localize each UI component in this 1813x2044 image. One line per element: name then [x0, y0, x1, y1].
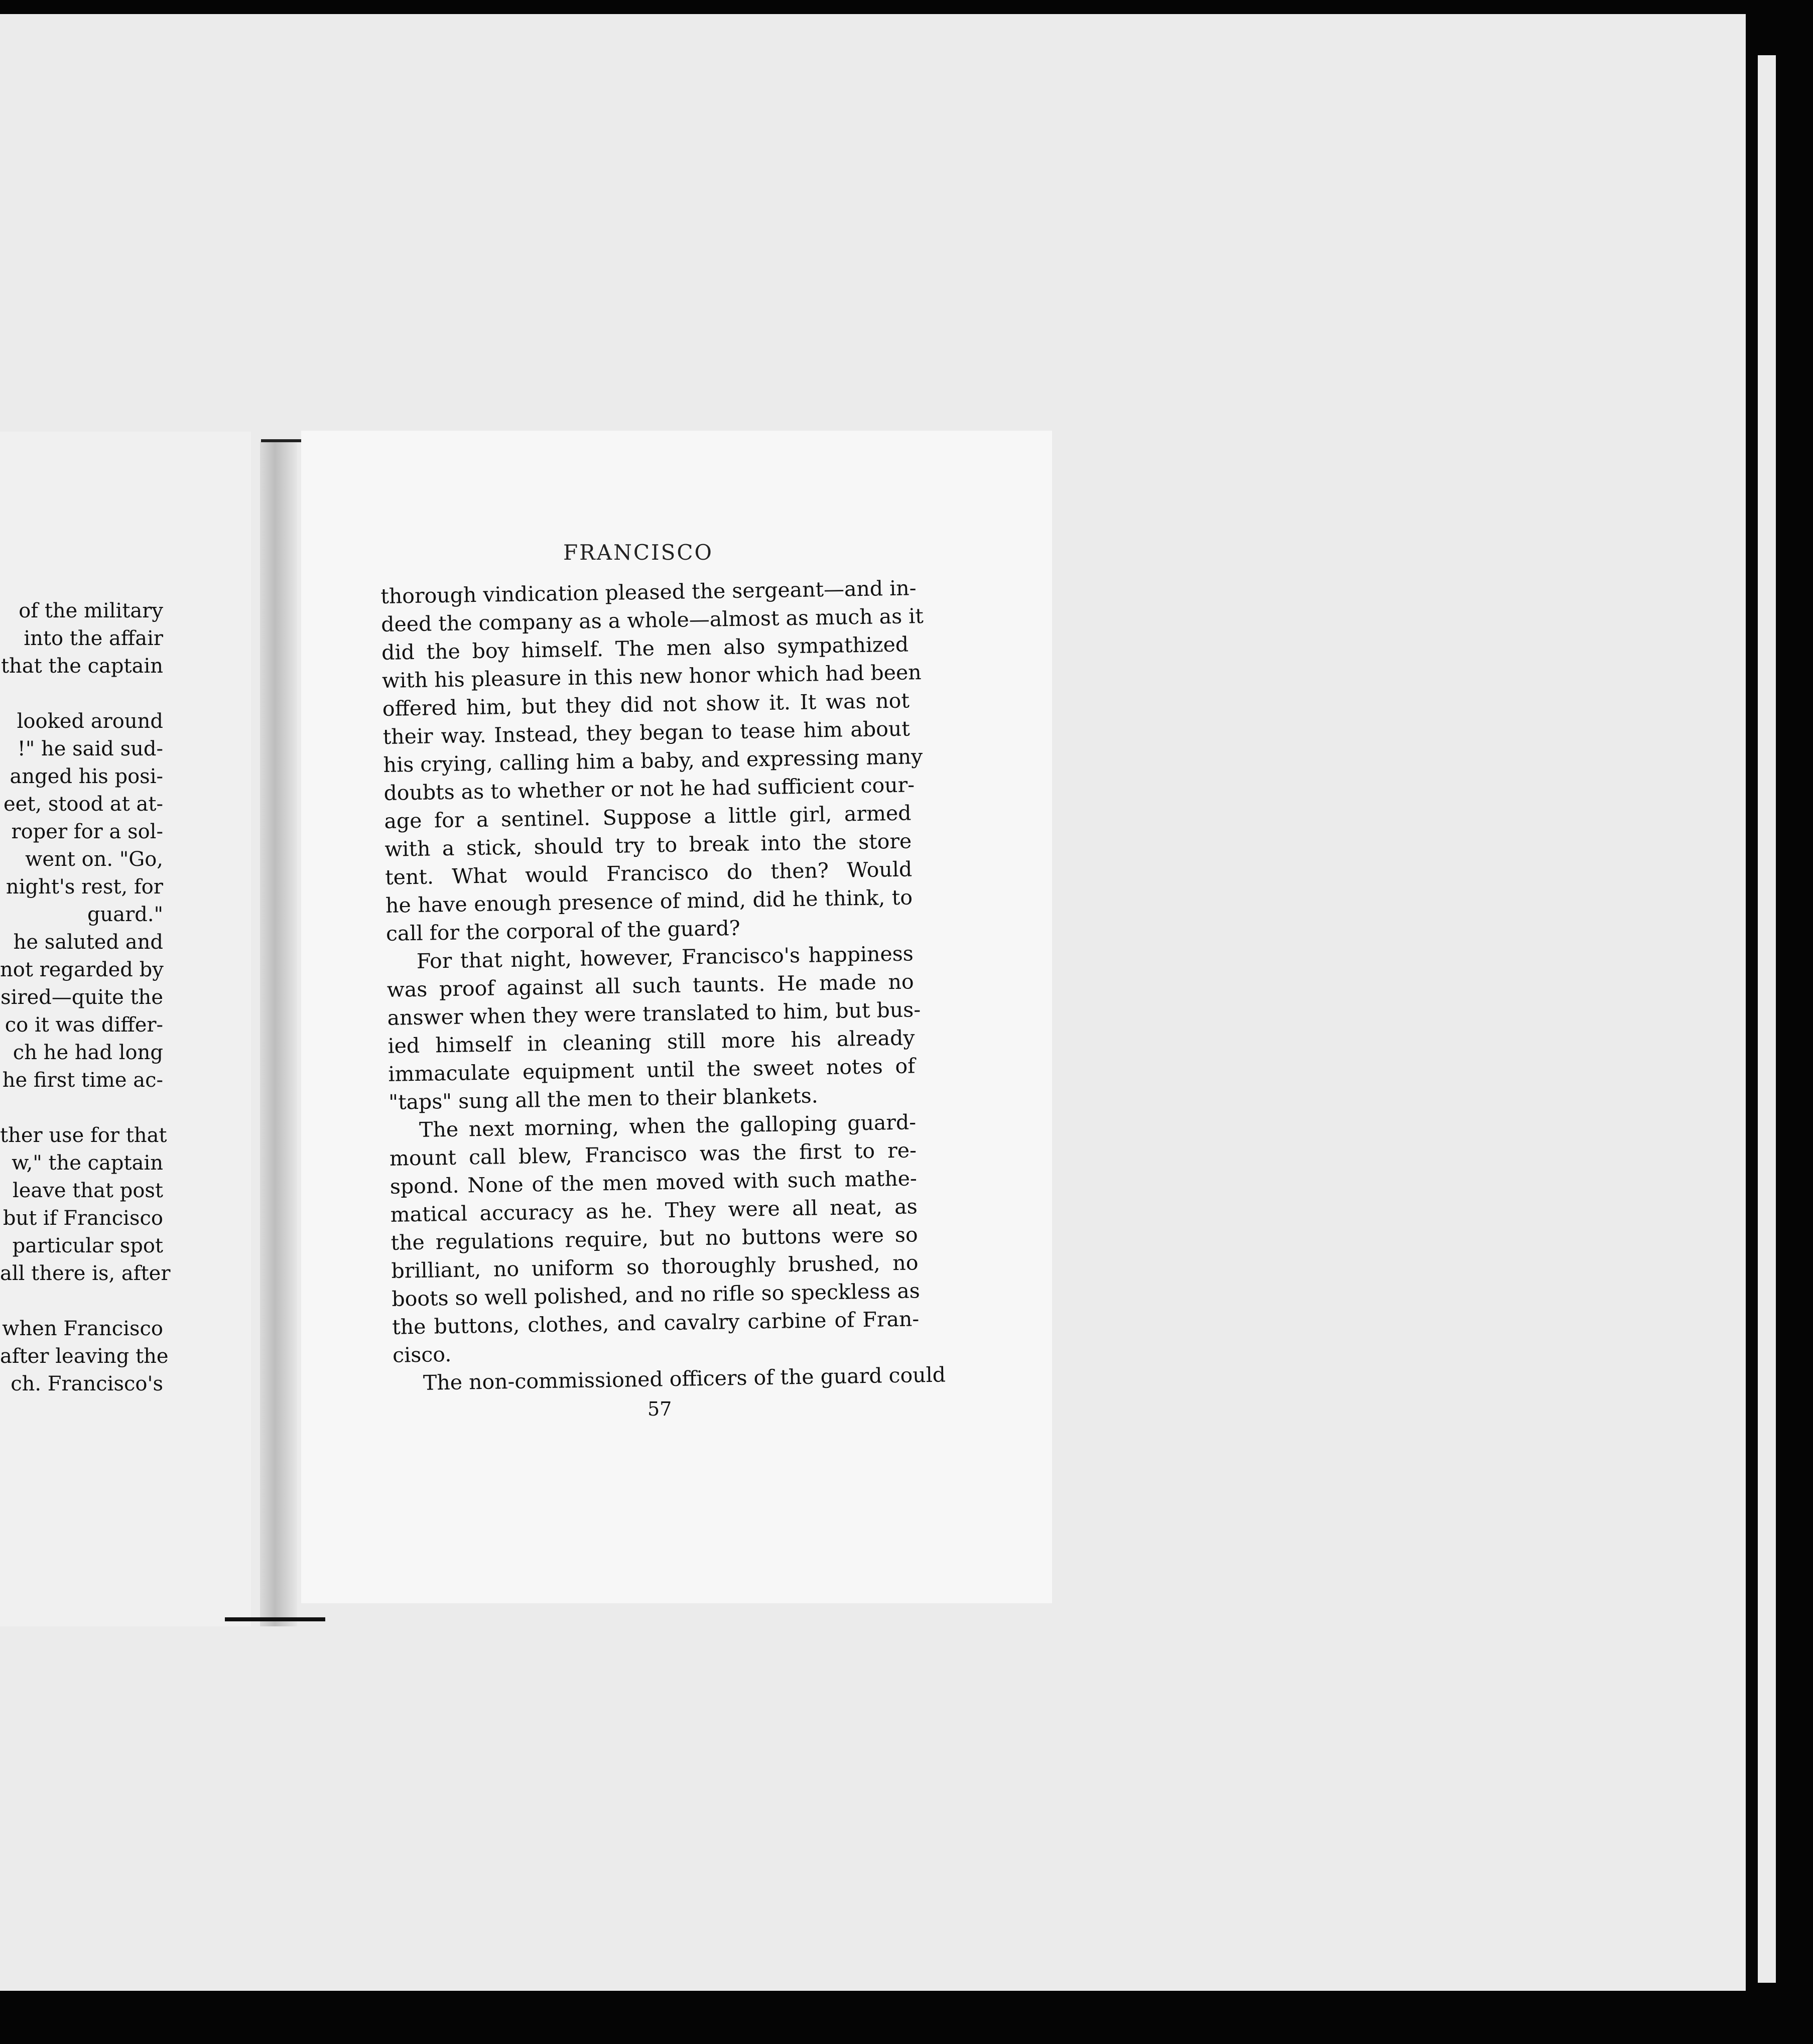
left-line: sired—quite the	[1, 986, 163, 1009]
left-line: anged his posi-	[10, 765, 163, 788]
text-line: answer when they were translated to him, but bus-	[387, 997, 921, 1030]
text-line: immaculate equipment until the sweet notes of	[388, 1054, 916, 1086]
left-line: ch he had long	[13, 1041, 163, 1064]
left-line: guard."	[87, 903, 163, 926]
text-line: doubts as to whether or not he had sufficient cour-	[383, 773, 915, 805]
left-line: not regarded by	[0, 958, 164, 981]
text-line: spond. None of the men moved with such mathe-	[390, 1166, 918, 1199]
text-line: was proof against all such taunts. He made no	[386, 969, 915, 1002]
text-line: with his pleasure in this new honor which had been	[381, 660, 922, 693]
text-line: mount call blew, Francisco was the first to re-	[389, 1138, 917, 1171]
film-border-bottom	[0, 1991, 1813, 2044]
film-border-top	[0, 0, 1813, 14]
left-line: ther use for that	[0, 1124, 167, 1147]
left-line: w," the captain	[12, 1152, 163, 1175]
text-line: with a stick, should try to break into the store	[384, 829, 912, 861]
text-line: deed the company as a whole—almost as much as it	[380, 604, 924, 636]
page-number: 57	[648, 1398, 672, 1420]
left-line: into the affair	[24, 627, 163, 650]
left-line: co it was differ-	[5, 1013, 163, 1037]
text-line: his crying, calling him a baby, and expressing many	[383, 744, 923, 777]
gutter-bottom-mark	[225, 1617, 325, 1621]
left-line-gap	[0, 680, 163, 708]
left-line: particular spot	[12, 1234, 163, 1257]
left-line: roper for a sol-	[11, 820, 163, 843]
text-line: thorough vindication pleased the sergeant—and in-	[380, 576, 917, 608]
book-gutter	[260, 442, 297, 1626]
left-line: leave that post	[12, 1179, 163, 1202]
text-line: tent. What would Francisco do then? Would	[384, 857, 913, 889]
left-line: but if Francisco	[3, 1207, 163, 1230]
text-line: The next morning, when the galloping guard-	[419, 1110, 917, 1142]
text-line: brilliant, no uniform so thoroughly brushed, no	[391, 1250, 919, 1283]
left-line: all there is, after	[0, 1262, 171, 1285]
text-line: call for the corporal of the guard?	[385, 916, 740, 946]
gutter-top-mark	[261, 439, 305, 442]
text-line: ied himself in cleaning still more his already	[387, 1026, 915, 1058]
left-line: night's rest, for	[6, 875, 163, 899]
text-line: For that night, however, Francisco's happiness	[416, 941, 914, 973]
text-line: offered him, but they did not show it. It was not	[382, 688, 910, 721]
left-line: !" he said sud-	[17, 737, 163, 760]
film-edge-strip	[1779, 0, 1813, 2044]
left-line: after leaving the	[0, 1345, 169, 1368]
left-line: he saluted and	[13, 931, 163, 954]
left-line: looked around	[17, 710, 163, 733]
running-head: FRANCISCO	[563, 540, 713, 565]
text-line: their way. Instead, they began to tease him about	[382, 716, 911, 749]
page-body-text	[380, 574, 946, 1397]
left-page-fragment	[0, 432, 251, 1626]
text-line: the regulations require, but no buttons were so	[391, 1222, 918, 1255]
text-line: cisco.	[392, 1342, 452, 1367]
left-line-gap	[0, 1288, 163, 1315]
text-line: "taps" sung all the men to their blankets.	[388, 1083, 819, 1114]
left-line: when Francisco	[2, 1317, 163, 1340]
left-line: went on. "Go,	[25, 848, 163, 871]
left-line-gap	[0, 1094, 163, 1122]
left-line: of the military	[19, 599, 163, 622]
film-border-gap	[1758, 55, 1776, 1983]
text-line: the buttons, clothes, and cavalry carbine of Fran-	[392, 1307, 920, 1339]
text-line: age for a sentinel. Suppose a little girl, armed	[384, 801, 912, 833]
text-line: did the boy himself. The men also sympathized	[381, 632, 909, 665]
text-line: matical accuracy as he. They were all neat, as	[390, 1194, 918, 1227]
left-page-text	[0, 597, 171, 1398]
left-line: that the captain	[1, 655, 163, 678]
left-line: eet, stood at at-	[3, 793, 163, 816]
left-line: ch. Francisco's	[11, 1372, 163, 1395]
text-line: The non-commissioned officers of the guard could	[423, 1362, 946, 1395]
text-line: boots so well polished, and no rifle so speckless as	[392, 1279, 921, 1311]
left-line: he first time ac-	[2, 1069, 163, 1092]
text-line: he have enough presence of mind, did he think, to	[385, 885, 913, 918]
